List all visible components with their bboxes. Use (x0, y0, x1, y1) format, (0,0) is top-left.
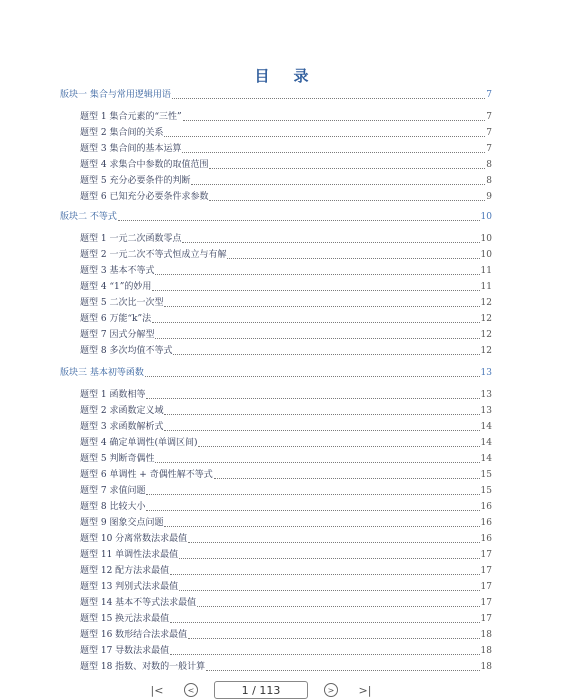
toc-item-page: 14 (480, 454, 492, 464)
toc-item-label: 题型 2 求函数定义域 (80, 406, 164, 416)
dot-leader (188, 638, 479, 639)
toc-item-label: 题型 5 二次比一次型 (80, 298, 164, 308)
toc-item-label: 题型 3 基本不等式 (80, 266, 155, 276)
dot-leader (146, 510, 479, 511)
toc-item-page: 7 (486, 112, 492, 122)
dot-leader (172, 98, 485, 99)
dot-leader (152, 290, 479, 291)
toc-item[interactable] (80, 298, 492, 309)
toc-item[interactable] (80, 422, 492, 433)
dot-leader (164, 414, 479, 415)
toc-item-label: 题型 4 “1”的妙用 (80, 282, 152, 292)
toc-item-label: 题型 2 集合间的关系 (80, 128, 164, 138)
toc-item[interactable] (80, 390, 492, 401)
dot-leader (183, 120, 486, 121)
dot-leader (227, 258, 479, 259)
dot-leader (170, 574, 479, 575)
toc-item[interactable] (80, 486, 492, 497)
toc-section-page: 7 (486, 90, 492, 100)
toc-item[interactable] (80, 630, 492, 641)
toc-item[interactable] (80, 438, 492, 449)
toc-item[interactable] (80, 518, 492, 529)
toc-item[interactable] (80, 534, 492, 545)
toc-item-page: 16 (480, 502, 492, 512)
toc-item-label: 题型 3 求函数解析式 (80, 422, 164, 432)
toc-item-label: 题型 8 多次均值不等式 (80, 346, 173, 356)
toc-item-page: 14 (480, 422, 492, 432)
toc-item-page: 16 (480, 518, 492, 528)
page-indicator: 1 / 113 (241, 683, 281, 697)
page-number-input[interactable] (214, 681, 308, 699)
toc-item-page: 16 (480, 534, 492, 544)
toc-item-label: 题型 4 求集合中参数的取值范围 (80, 160, 209, 170)
toc-section[interactable] (60, 368, 492, 379)
toc-item[interactable] (80, 614, 492, 625)
toc-item-label: 题型 18 指数、对数的一般计算 (80, 662, 206, 672)
toc-item-page: 17 (480, 550, 492, 560)
toc-item[interactable] (80, 598, 492, 609)
toc-section[interactable] (60, 90, 492, 101)
toc-item-page: 13 (480, 406, 492, 416)
toc-item-label: 题型 11 单调性法求最值 (80, 550, 179, 560)
toc-item[interactable] (80, 176, 492, 187)
toc-item[interactable] (80, 550, 492, 561)
toc-item[interactable] (80, 192, 492, 203)
toc-item-label: 题型 4 确定单调性(单调区间) (80, 438, 198, 448)
toc-item[interactable] (80, 330, 492, 341)
toc-item-page: 14 (480, 438, 492, 448)
dot-leader (179, 558, 479, 559)
toc-item-page: 15 (480, 486, 492, 496)
dot-leader (182, 152, 485, 153)
toc-item[interactable] (80, 346, 492, 357)
toc-item-page: 12 (480, 330, 492, 340)
page-navigator (140, 681, 382, 699)
toc-item-page: 12 (480, 346, 492, 356)
toc-item-page: 7 (486, 144, 492, 154)
dot-leader (173, 354, 479, 355)
toc-item-page: 17 (480, 566, 492, 576)
toc-item-page: 18 (480, 630, 492, 640)
dot-leader (152, 322, 479, 323)
dot-leader (164, 306, 479, 307)
toc-item-label: 题型 10 分离常数法求最值 (80, 534, 188, 544)
toc-section-page: 13 (480, 368, 492, 378)
toc-item-page: 13 (480, 390, 492, 400)
toc-item-page: 12 (480, 298, 492, 308)
toc-item[interactable] (80, 314, 492, 325)
toc-item-label: 题型 17 导数法求最值 (80, 646, 170, 656)
dot-leader (164, 136, 485, 137)
dot-leader (170, 622, 479, 623)
toc-item-label: 题型 2 一元二次不等式恒成立与有解 (80, 250, 227, 260)
toc-item[interactable] (80, 646, 492, 657)
toc-section-label: 版块一 集合与常用逻辑用语 (60, 90, 171, 100)
toc-item[interactable] (80, 234, 492, 245)
toc-item-label: 题型 6 单调性 + 奇偶性解不等式 (80, 470, 213, 480)
toc-item[interactable] (80, 266, 492, 277)
dot-leader (206, 670, 479, 671)
dot-leader (209, 168, 485, 169)
toc-section-label: 版块三 基本初等函数 (60, 368, 144, 378)
toc-item[interactable] (80, 144, 492, 155)
next-page-icon[interactable]: > (324, 683, 338, 697)
toc-item-label: 题型 7 求值问题 (80, 486, 146, 496)
toc-item[interactable] (80, 582, 492, 593)
dot-leader (209, 200, 485, 201)
toc-item-label: 题型 13 判别式法求最值 (80, 582, 179, 592)
toc-item[interactable] (80, 454, 492, 465)
toc-section-page: 10 (480, 212, 492, 222)
dot-leader (191, 184, 485, 185)
toc-item-label: 题型 12 配方法求最值 (80, 566, 170, 576)
toc-item[interactable] (80, 406, 492, 417)
toc-item[interactable] (80, 160, 492, 171)
toc-item-label: 题型 1 集合元素的“三性” (80, 112, 182, 122)
toc-item-page: 8 (486, 160, 492, 170)
toc-item-page: 17 (480, 598, 492, 608)
toc-item-page: 7 (486, 128, 492, 138)
dot-leader (197, 606, 479, 607)
toc-section[interactable] (60, 212, 492, 223)
dot-leader (182, 242, 479, 243)
toc-item-label: 题型 16 数形结合法求最值 (80, 630, 188, 640)
toc-item[interactable] (80, 662, 492, 673)
toc-item[interactable] (80, 250, 492, 261)
dot-leader (179, 590, 479, 591)
first-page-icon[interactable]: |< (150, 683, 164, 697)
dot-leader (155, 274, 479, 275)
dot-leader (146, 398, 479, 399)
toc-item-page: 18 (480, 662, 492, 672)
toc-item-label: 题型 7 因式分解型 (80, 330, 155, 340)
dot-leader (170, 654, 479, 655)
toc-item-page: 8 (486, 176, 492, 186)
toc-item-label: 题型 6 万能“k”法 (80, 314, 152, 324)
toc-item-page: 17 (480, 614, 492, 624)
dot-leader (198, 446, 479, 447)
dot-leader (146, 494, 479, 495)
dot-leader (155, 338, 479, 339)
toc-item-page: 9 (486, 192, 492, 202)
toc-item[interactable] (80, 470, 492, 481)
toc-item[interactable] (80, 112, 492, 123)
toc-item-page: 15 (480, 470, 492, 480)
toc-item-label: 题型 3 集合间的基本运算 (80, 144, 182, 154)
dot-leader (155, 462, 479, 463)
dot-leader (164, 526, 479, 527)
last-page-icon[interactable]: >| (358, 683, 372, 697)
toc-item-page: 10 (480, 234, 492, 244)
toc-section-label: 版块二 不等式 (60, 212, 117, 222)
dot-leader (214, 478, 480, 479)
toc-item-label: 题型 1 函数相等 (80, 390, 146, 400)
toc-item-label: 题型 8 比较大小 (80, 502, 146, 512)
toc-title: 目录 (254, 67, 333, 85)
toc-item-page: 12 (480, 314, 492, 324)
toc-item-label: 题型 6 已知充分必要条件求参数 (80, 192, 209, 202)
toc-item[interactable] (80, 502, 492, 513)
toc-item-label: 题型 14 基本不等式法求最值 (80, 598, 197, 608)
toc-item-label: 题型 1 一元二次函数零点 (80, 234, 182, 244)
toc-item-page: 11 (480, 282, 492, 292)
prev-page-icon[interactable]: < (184, 683, 198, 697)
toc-item-label: 题型 9 图象交点问题 (80, 518, 164, 528)
toc-item-page: 10 (480, 250, 492, 260)
toc-item[interactable] (80, 282, 492, 293)
toc-item-label: 题型 15 换元法求最值 (80, 614, 170, 624)
toc-item-label: 题型 5 充分必要条件的判断 (80, 176, 191, 186)
dot-leader (145, 376, 480, 377)
dot-leader (164, 430, 479, 431)
toc-item[interactable] (80, 128, 492, 139)
toc-item-page: 18 (480, 646, 492, 656)
toc-item-label: 题型 5 判断奇偶性 (80, 454, 155, 464)
toc-item[interactable] (80, 566, 492, 577)
dot-leader (188, 542, 479, 543)
toc-item-page: 11 (480, 266, 492, 276)
dot-leader (118, 220, 480, 221)
toc-item-page: 17 (480, 582, 492, 592)
